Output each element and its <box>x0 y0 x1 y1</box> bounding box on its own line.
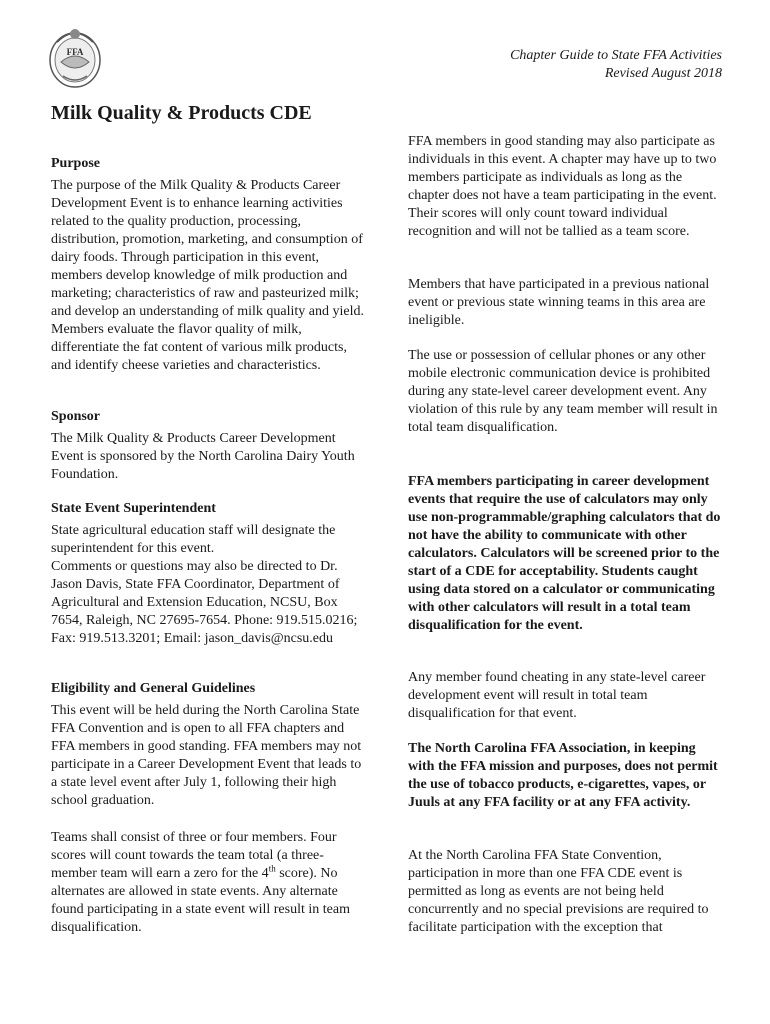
superscript: th <box>268 863 276 874</box>
document-header <box>510 47 722 83</box>
cellphone-paragraph: The use or possession of cellular phones or any other mobile electronic communication device is prohibited during any state-level career development event. Any violation of this rule by any team member will result in total team disqualification. <box>408 348 718 435</box>
purpose-text: The purpose of the Milk Quality & Products Career Development Event is to enhance learning activities related to the quality production, processing, distribution, promotion, marketing, and consumption of dairy foods. Through participation in this event, members develop knowledge of milk production and marketing; characteristics of raw and pasteurized milk; and develop an understanding of milk quality and yield. Members evaluate the flavor quality of milk, differentiate the fat content of various milk products, and identify cheese varieties and characteristics. <box>51 178 364 373</box>
eligibility-paragraph-1: This event will be held during the North Carolina State FFA Convention and is open to all FFA chapters and FFA members in good standing. FFA members may not participate in a Career Development Event that leads to a state level event after July 1, following their high school graduation. <box>51 703 362 808</box>
page-title: Milk Quality & Products CDE <box>51 102 312 124</box>
purpose-heading: Purpose <box>51 155 100 171</box>
individuals-paragraph: FFA members in good standing may also participate as individuals in this event. A chapter may have up to two members participate as individuals as long as the chapter does not have a team participating in the event. Their scores will only count toward individual recognition and will not be tallied as a team score. <box>408 134 717 239</box>
contact-text: Comments or questions may also be directed to Dr. Jason Davis, State FFA Coordinator, Department of Agricultural and Extension Education, NCSU, Box 7654, Raleigh, NC 27695-7654. Phone: 919.515.0216; Fax: 919.513.3201; Email: jason_davis@ncsu.edu <box>51 559 358 646</box>
header-line-2: Revised August 2018 <box>604 66 722 81</box>
header-line-1: Chapter Guide to State FFA Activities <box>510 48 722 63</box>
convention-paragraph: At the North Carolina FFA State Convention, participation in more than one FFA CDE event is permitted as long as events are not being held concurrently and no special previsions are required to facilitate participation with the exception that <box>408 848 709 935</box>
calculator-paragraph: FFA members participating in career development events that require the use of calculators may only use non-programmable/graphing calculators that do not have the ability to communicate with other calculators. Calculators will be screened prior to the start of a CDE for acceptability. Students caught using data stored on a calculator or communicating with other calculators will result in a total team disqualification for the event. <box>408 474 721 633</box>
eligibility-heading: Eligibility and General Guidelines <box>51 680 256 696</box>
superintendent-text: State agricultural education staff will designate the superintendent for this event. <box>51 523 336 556</box>
svg-text:FFA: FFA <box>66 47 84 57</box>
cheating-paragraph: Any member found cheating in any state-level career development event will result in total team disqualification for that event. <box>408 670 706 721</box>
superintendent-heading: State Event Superintendent <box>51 500 216 516</box>
eligibility-paragraph-2: Teams shall consist of three or four members. Four scores will count towards the team total (a three-member team will earn a zero for the 4th score). No alternates are allowed in state events. Any alternate found participating in a state event will result in team disqualification. <box>51 830 350 935</box>
tobacco-paragraph: The North Carolina FFA Association, in keeping with the FFA mission and purposes, does not permit the use of tobacco products, e-cigarettes, vapes, or Juuls at any FFA facility or at any FFA activity. <box>408 741 718 810</box>
sponsor-heading: Sponsor <box>51 408 101 424</box>
sponsor-text: The Milk Quality & Products Career Development Event is sponsored by the North Carolina Dairy Youth Foundation. <box>51 431 355 482</box>
ineligible-paragraph: Members that have participated in a previous national event or previous state winning teams in this area are ineligible. <box>408 277 710 328</box>
ffa-emblem-logo <box>47 22 103 90</box>
